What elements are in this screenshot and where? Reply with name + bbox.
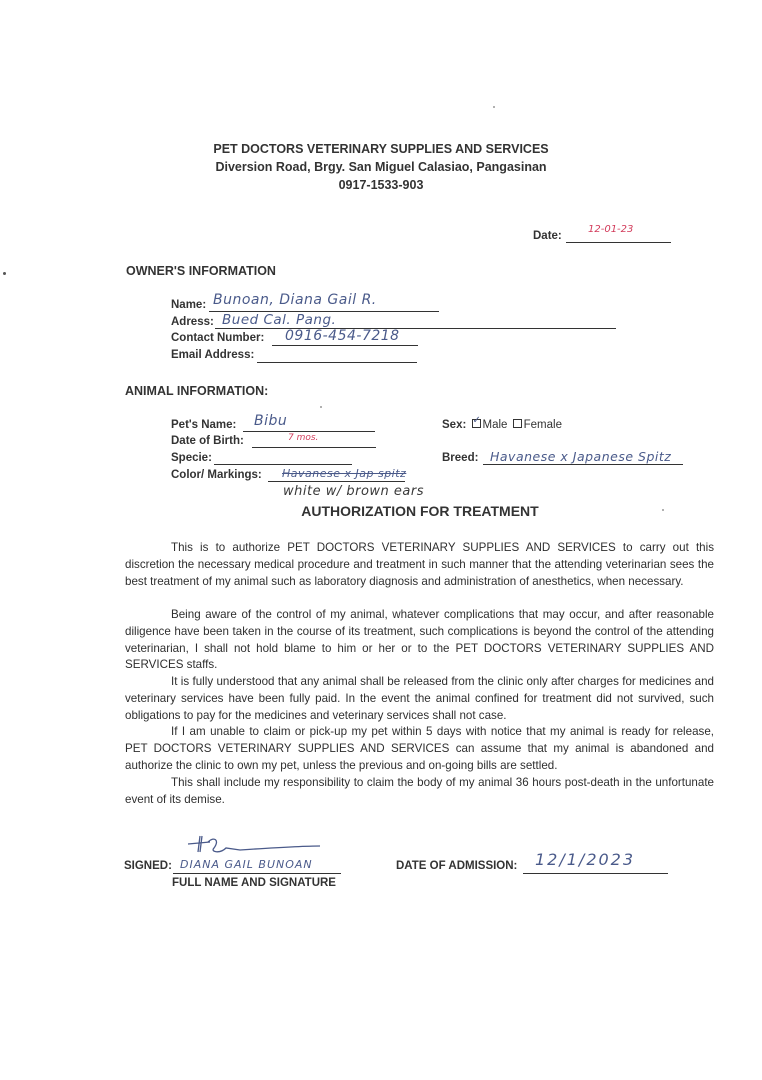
- clinic-address: Diversion Road, Brgy. San Miguel Calasiao, Pangasinan: [215, 160, 547, 174]
- owner-address-label: Adress:: [171, 316, 214, 328]
- pet-name-line: [243, 431, 375, 432]
- clinic-name: PET DOCTORS VETERINARY SUPPLIES AND SERVICES: [213, 142, 549, 156]
- paragraph-3: It is fully understood that any animal shall be released from the clinic only after charges for medicines and veterinary services have been fully paid. In the event the animal confined for treatment did not survived, such obligations to pay for the medicines and veterinary services shall not case.: [125, 675, 714, 722]
- scan-speck: [493, 106, 495, 108]
- dob-value: 7 mos.: [288, 433, 319, 443]
- pet-name-label: Pet's Name:: [171, 419, 237, 431]
- dob-line: [252, 447, 376, 448]
- owner-contact-value: 0916-454-7218: [285, 328, 400, 344]
- clinic-phone: 0917-1533-903: [338, 178, 424, 192]
- admission-line: [523, 873, 668, 874]
- male-checkbox: [472, 415, 481, 428]
- paragraph-5: This shall include my responsibility to claim the body of my animal 36 hours post-death in the unfortunate event of its demise.: [125, 776, 714, 806]
- date-value: 12-01-23: [588, 224, 634, 235]
- authorization-title: AUTHORIZATION FOR TREATMENT: [301, 503, 539, 519]
- scan-speck: [320, 406, 322, 408]
- color-label: Color/ Markings:: [171, 469, 262, 481]
- breed-label: Breed:: [442, 452, 479, 464]
- owner-address-line: [215, 328, 616, 329]
- female-checkbox: [513, 419, 522, 428]
- sex-field: [442, 415, 562, 431]
- breed-value: Havanese x Japanese Spitz: [490, 449, 672, 464]
- signed-label: SIGNED:: [124, 860, 172, 872]
- sex-female-label: Female: [523, 419, 562, 431]
- owner-name-value: Bunoan, Diana Gail R.: [213, 292, 377, 308]
- signature-scribble: [180, 832, 330, 860]
- owner-address-value: Bued Cal. Pang.: [222, 312, 337, 328]
- animal-section-title: ANIMAL INFORMATION:: [125, 384, 269, 398]
- date-label: Date:: [533, 230, 562, 242]
- sex-label: Sex:: [442, 419, 467, 431]
- date-line: [566, 242, 671, 243]
- scan-speck: [662, 509, 664, 511]
- owner-name-label: Name:: [171, 299, 207, 311]
- admission-label: DATE OF ADMISSION:: [396, 860, 518, 872]
- signed-value: DIANA GAIL BUNOAN: [180, 858, 313, 871]
- owner-email-label: Email Address:: [171, 349, 255, 361]
- pet-name-value: Bibu: [254, 413, 288, 429]
- scan-speck: [3, 272, 6, 275]
- signed-line: [173, 873, 341, 874]
- breed-line: [483, 464, 683, 465]
- check-icon: ✓: [472, 415, 481, 427]
- admission-value: 12/1/2023: [535, 850, 636, 869]
- owner-section-title: OWNER'S INFORMATION: [126, 264, 276, 278]
- dob-label: Date of Birth:: [171, 435, 244, 447]
- sex-male-label: Male: [482, 419, 508, 431]
- specie-label: Specie:: [171, 452, 212, 464]
- specie-line: [214, 464, 352, 465]
- color-value: white w/ brown ears: [283, 484, 424, 499]
- paragraph-4: If I am unable to claim or pick-up my pet within 5 days with notice that my animal is ready for release, PET DOCTORS VETERINARY SUPPLIES AND SERVICES can assume that my animal is abandoned and authorize the clinic to own my pet, unless the previous and on-going bills are settled.: [125, 725, 714, 772]
- owner-email-line: [257, 362, 417, 363]
- owner-contact-line: [272, 345, 418, 346]
- owner-contact-label: Contact Number:: [171, 332, 265, 344]
- paragraph-1: This is to authorize PET DOCTORS VETERINARY SUPPLIES AND SERVICES to carry out this discretion the necessary medical procedure and treatment in such manner that the attending veterinarian sees the best treatment of my animal such as laboratory diagnosis and administration of anesthetics, when necessary.: [125, 541, 714, 588]
- color-line: [268, 481, 405, 482]
- paragraph-2: Being aware of the control of my animal, whatever complications that may occur, and after reasonable diligence have been taken in the course of its treatment, such complications is beyond the control of the attending veterinarian, I shall not hold blame to him or her or to the PET DOCTORS VETERINARY SUPPLIES AND SERVICES staffs.: [125, 608, 714, 672]
- signature-sub-label: FULL NAME AND SIGNATURE: [172, 877, 336, 889]
- color-value-struck: Havanese x Jap spitz: [282, 467, 407, 480]
